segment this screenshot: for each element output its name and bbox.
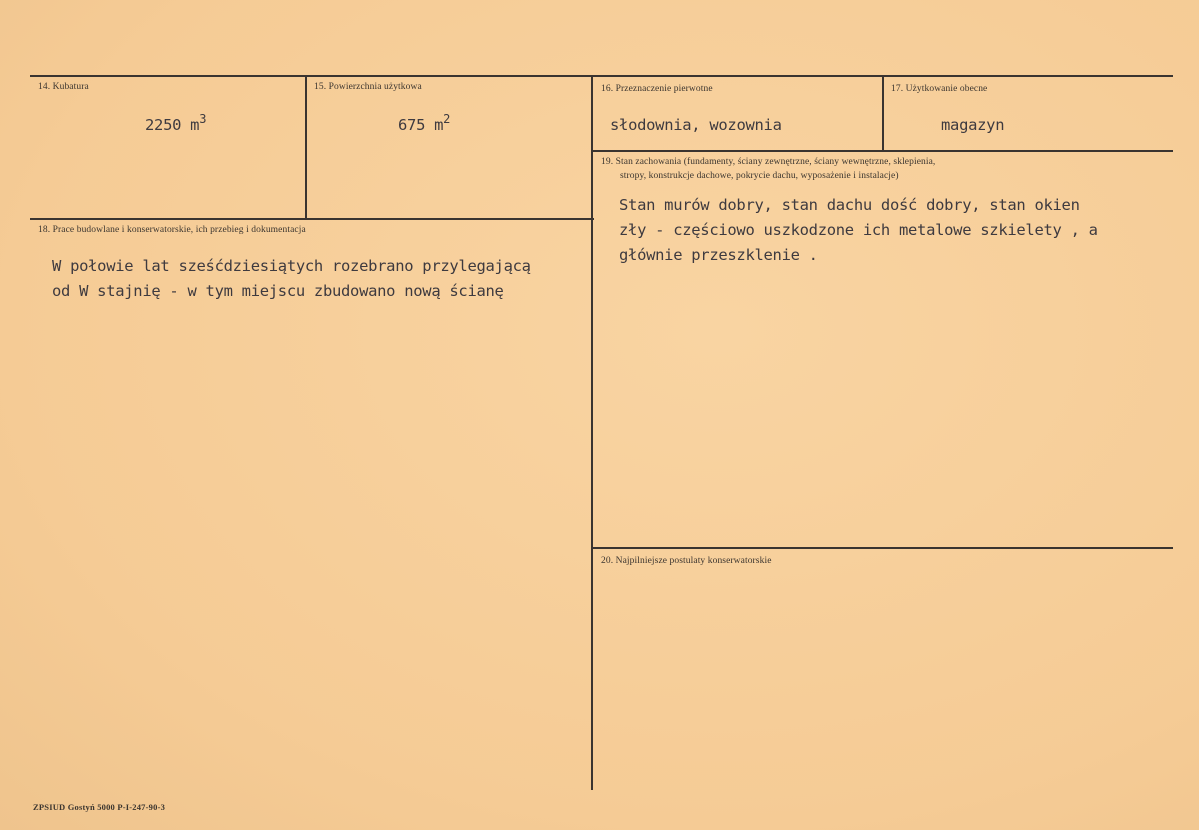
field-19-line-3: głównie przeszklenie . [619,246,818,264]
field-17-label: 17. Użytkowanie obecne [891,84,988,94]
field-16-value: słodownia, wozownia [610,116,782,134]
rule-below-14-15 [30,218,594,220]
divider-16-17 [882,75,884,151]
field-19-line-2: zły - częściowo uszkodzone ich metalowe szkielety , a [619,221,1098,239]
rule-above-20 [592,547,1173,549]
field-19-line-1: Stan murów dobry, stan dachu dość dobry, stan okien [619,196,1080,214]
divider-main [591,75,593,790]
field-18-text [52,254,531,304]
field-18-label: 18. Prace budowlane i konserwatorskie, ich przebieg i dokumentacja [38,225,306,235]
field-15-value [398,112,451,134]
field-14-label: 14. Kubatura [38,82,89,92]
field-19-text [619,193,1098,268]
top-rule [30,75,1173,77]
print-footer: ZPSIUD Gostyń 5000 P-I-247-90-3 [33,802,166,812]
field-14-value [145,112,207,134]
field-15-number: 675 m [398,116,444,134]
field-20-label: 20. Najpilniejsze postulaty konserwatorskie [601,556,772,566]
field-19-label-1: 19. Stan zachowania (fundamenty, ściany zewnętrzne, ściany wewnętrzne, sklepienia, [601,157,936,167]
field-14-number: 2250 m [145,116,200,134]
field-18-line-2: od W stajnię - w tym miejscu zbudowano nową ścianę [52,282,504,300]
field-18-line-1: W połowie lat sześćdziesiątych rozebrano przylegającą [52,257,531,275]
divider-14-15 [305,75,307,219]
field-16-label: 16. Przeznaczenie pierwotne [601,84,713,94]
field-15-label: 15. Powierzchnia użytkowa [314,82,422,92]
field-15-exponent: 2 [443,112,451,126]
field-17-value: magazyn [941,116,1005,134]
field-14-exponent: 3 [199,112,207,126]
field-19-label-2: stropy, konstrukcje dachowe, pokrycie dachu, wyposażenie i instalacje) [620,171,899,181]
